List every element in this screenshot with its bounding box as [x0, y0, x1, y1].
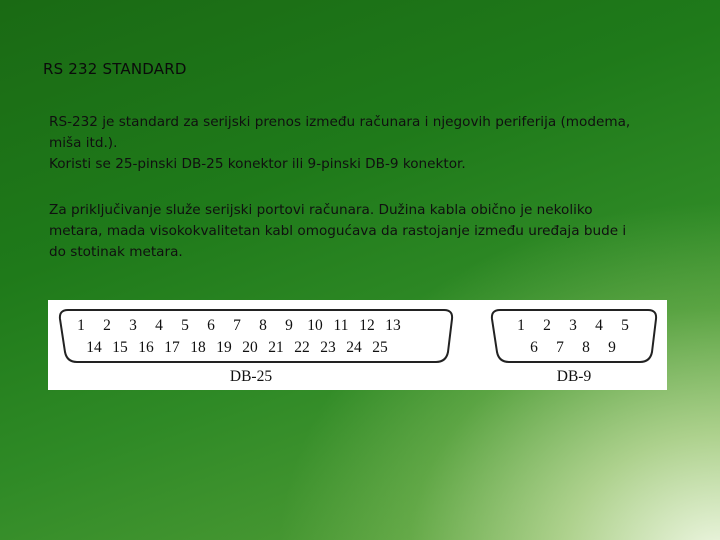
pin-number: 25 — [372, 339, 388, 356]
pin-number: 1 — [77, 317, 85, 334]
pin-number: 10 — [307, 317, 323, 334]
pin-number: 20 — [242, 339, 258, 356]
paragraph-line: RS-232 je standard za serijski prenos između računara i njegovih periferija (modema, — [49, 114, 631, 130]
connector-pinout-figure — [48, 300, 667, 390]
pin-number: 9 — [285, 317, 293, 334]
db25-bottom-row-pins — [86, 339, 388, 356]
pin-number: 18 — [190, 339, 206, 356]
pin-number: 3 — [569, 317, 577, 334]
pin-number: 11 — [333, 317, 349, 334]
pin-number: 12 — [359, 317, 375, 334]
pin-number: 23 — [320, 339, 336, 356]
pin-number: 15 — [112, 339, 128, 356]
paragraph-line: Koristi se 25-pinski DB-25 konektor ili 9-pinski DB-9 konektor. — [49, 156, 466, 172]
pin-number: 4 — [595, 317, 603, 334]
pin-number: 1 — [517, 317, 525, 334]
pin-number: 19 — [216, 339, 232, 356]
pin-number: 5 — [181, 317, 189, 334]
pin-number: 4 — [155, 317, 163, 334]
paragraph-rs232-definition — [49, 112, 689, 175]
pin-number: 22 — [294, 339, 310, 356]
paragraph-line: do stotinak metara. — [49, 244, 183, 260]
pin-number: 21 — [268, 339, 284, 356]
paragraph-serial-ports — [49, 200, 689, 263]
db25-caption: DB-25 — [229, 368, 273, 385]
pin-number: 13 — [385, 317, 401, 334]
pin-number: 3 — [129, 317, 137, 334]
pin-number: 24 — [346, 339, 362, 356]
pin-number: 6 — [207, 317, 215, 334]
slide-title: RS 232 STANDARD — [43, 60, 187, 78]
pin-number: 17 — [164, 339, 180, 356]
pin-number: 14 — [86, 339, 102, 356]
db9-top-row-pins — [517, 317, 629, 334]
db9-bottom-row-pins — [530, 339, 616, 356]
pin-number: 9 — [608, 339, 616, 356]
pin-number: 8 — [582, 339, 590, 356]
pin-number: 5 — [621, 317, 629, 334]
pin-number: 6 — [530, 339, 538, 356]
paragraph-line: Za priključivanje služe serijski portovi računara. Dužina kabla obično je nekoliko — [49, 202, 593, 218]
paragraph-line: metara, mada visokokvalitetan kabl omogućava da rastojanje između uređaja bude i — [49, 223, 627, 239]
pin-number: 8 — [259, 317, 267, 334]
paragraph-line: miša itd.). — [49, 135, 118, 151]
db9-caption: DB-9 — [556, 368, 592, 385]
pin-number: 7 — [556, 339, 564, 356]
pin-number: 16 — [138, 339, 154, 356]
pin-number: 2 — [103, 317, 111, 334]
pin-number: 7 — [233, 317, 241, 334]
pin-number: 2 — [543, 317, 551, 334]
connector-pinout-svg — [48, 300, 667, 390]
db25-top-row-pins — [77, 317, 401, 334]
